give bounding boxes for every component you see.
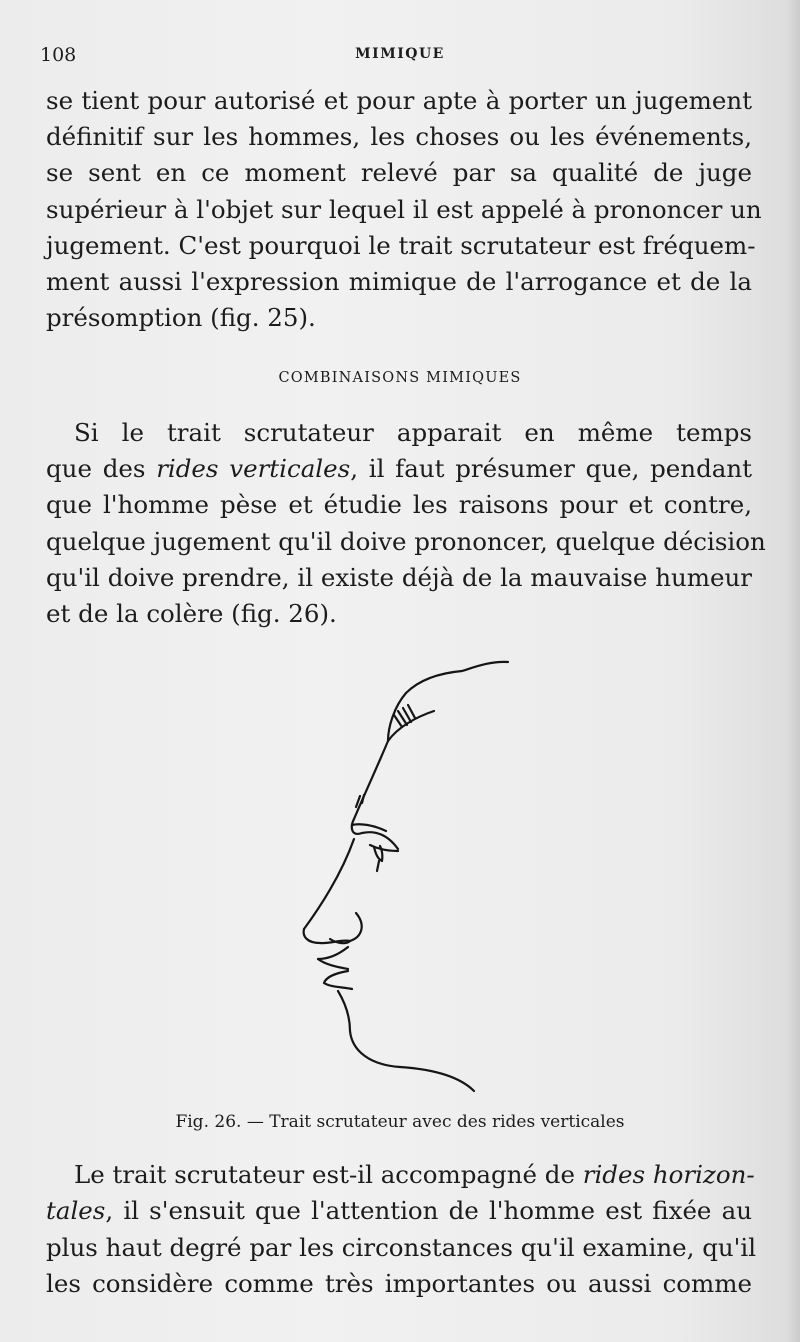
paragraph1-line: définitif sur les hommes, les choses ou les événements, [46,122,752,151]
paragraph3-line: plus haut degré par les circonstances qu'il examine, qu'il [46,1233,757,1262]
paragraph2-line [46,454,752,484]
running-head [40,44,760,68]
text-run: Le trait scrutateur est-il accompagné de [74,1160,583,1189]
paragraph1-line: se tient pour autorisé et pour apte à porter un jugement [46,86,752,115]
paragraph2-line: que l'homme pèse et étudie les raisons pour et contre, [46,490,752,519]
paragraph1-line: jugement. C'est pourquoi le trait scrutateur est fréquem- [46,231,756,260]
page-number: 108 [40,44,77,66]
paragraph2-line: et de la colère (fig. 26). [46,599,337,628]
paragraph2-line: Si le trait scrutateur apparait en même temps [74,418,752,447]
paragraph1-line: présomption (fig. 25). [46,303,316,332]
paragraph1-line: se sent en ce moment relevé par sa qualité de juge [46,158,752,187]
face-profile-icon [290,655,520,1100]
figure-illustration [290,655,520,1100]
italic-term: rides verticales [156,454,351,483]
text-run: , il s'ensuit que l'attention de l'homme est fixée au [105,1196,752,1225]
paragraph2-line: quelque jugement qu'il doive prononcer, quelque décision [46,527,766,556]
paragraph3-line: les considère comme très importantes ou aussi comme [46,1269,752,1298]
figure-caption: Fig. 26. — Trait scrutateur avec des rides verticales [175,1112,625,1132]
section-heading: COMBINAISONS MIMIQUES [278,370,522,386]
text-run: , il faut présumer que, pendant [350,454,752,483]
paragraph1-line: supérieur à l'objet sur lequel il est appelé à prononcer un [46,195,762,224]
italic-term: rides horizon- [582,1160,755,1189]
page-edge-shadow [786,0,800,1342]
text-run: que des [46,454,157,483]
paragraph3-line [74,1160,755,1190]
italic-term: tales [46,1196,106,1225]
running-title: MIMIQUE [355,46,445,62]
paragraph3-line [46,1196,752,1226]
paragraph1-line: ment aussi l'expression mimique de l'arrogance et de la [46,267,752,296]
paragraph2-line: qu'il doive prendre, il existe déjà de la mauvaise humeur [46,563,752,592]
